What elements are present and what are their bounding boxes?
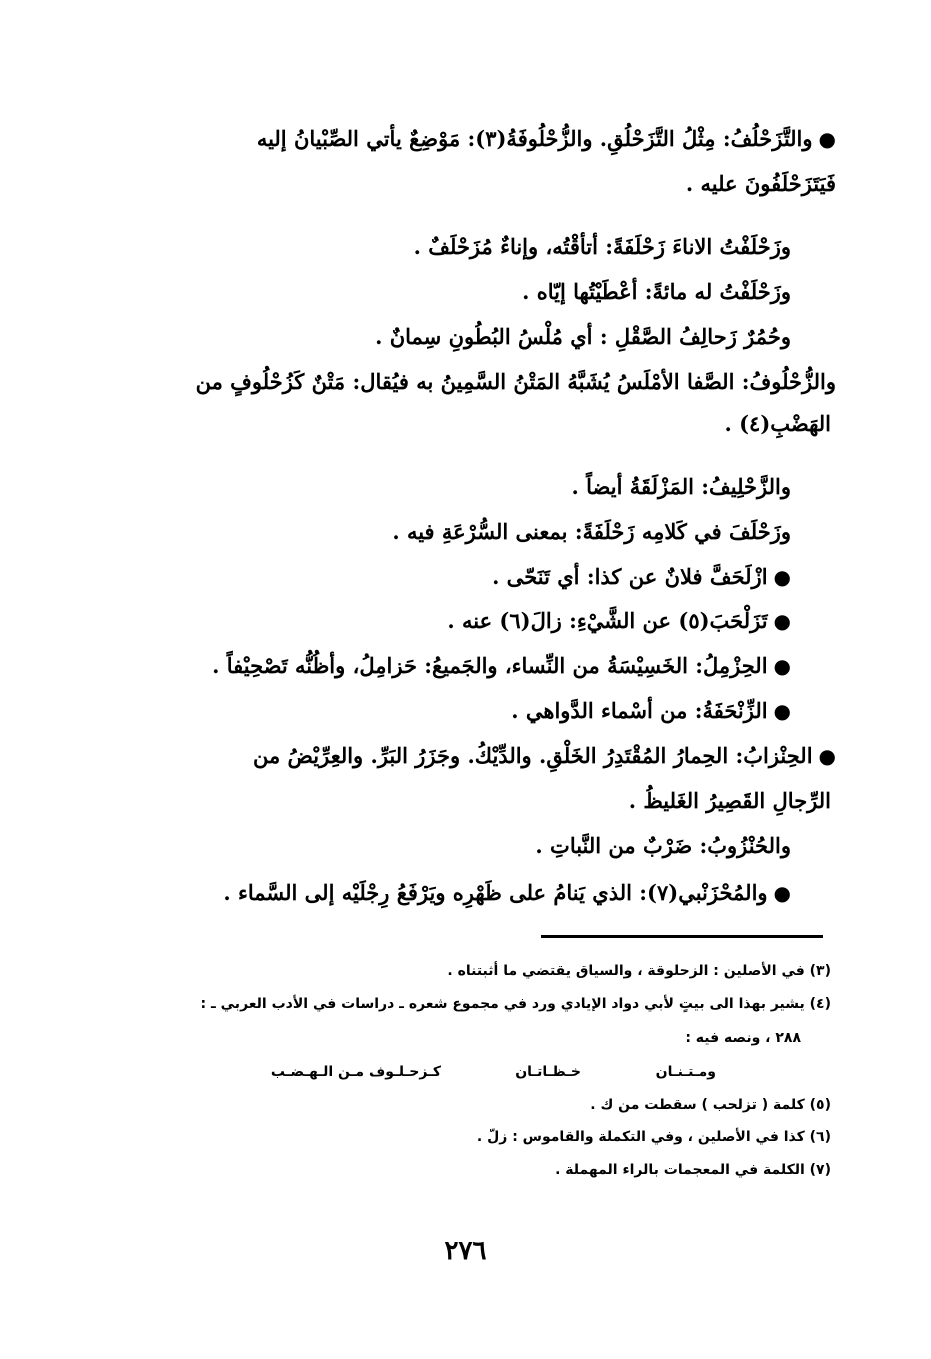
bullet-icon: ● <box>773 699 791 723</box>
entry-line <box>375 326 791 347</box>
footnote: ٢٨٨ ، ونصه فيه : <box>685 1030 801 1046</box>
entry-line <box>253 745 836 766</box>
entry-text: والتَّزَحْلُفُ: مِثْلُ التَّزَحْلُقِ. والزُّحْلُوفَةُ(٣): مَوْضِعٌ يأتي الصِّبْيانُ إليه <box>256 126 813 151</box>
entry-line <box>447 610 791 631</box>
footnote: (٣) في الأصلين : الزحلوقة ، والسياق يقتضي ما أثبتناه . <box>447 963 831 979</box>
entry-text: وزَحْلَفْتُ الاناءَ زَحْلَفَةً: أتأقْتُه، وإناءٌ مُزَحْلَفٌ . <box>413 234 791 259</box>
verse-hemistich: ومـتـنـان <box>655 1064 716 1080</box>
entry-line <box>414 236 791 257</box>
entry-line <box>223 882 791 903</box>
bullet-icon: ● <box>773 565 791 589</box>
entry-line <box>196 371 836 392</box>
bullet-icon: ● <box>773 609 791 633</box>
entry-text: الزِّنْحَفَةُ: من أسْماء الدَّواهي . <box>511 698 768 723</box>
entry-line <box>629 790 831 811</box>
bullet-icon: ● <box>818 127 836 151</box>
verse-hemistich: خـظـاتـان <box>515 1064 581 1080</box>
entry-line <box>511 700 791 721</box>
entry-line <box>686 173 836 194</box>
entry-text: الرِّجالِ القَصِيرُ الغَليظُ . <box>628 788 831 813</box>
footnote: (٧) الكلمة في المعجمات بالراء المهملة . <box>555 1162 831 1178</box>
bullet-icon: ● <box>773 654 791 678</box>
entry-line <box>212 655 791 676</box>
entry-text: فَيَتَزَحْلَفُونَ عليه . <box>685 171 836 196</box>
entry-text: وزَحْلَفْتُ له مائةً: أعْطَيْتُها إيّاه . <box>522 279 791 304</box>
bullet-icon: ● <box>773 881 791 905</box>
entry-line <box>492 566 791 587</box>
entry-line <box>724 413 831 434</box>
footnote: (٦) كذا في الأصلين ، وفي التكملة والقاموس : زلّ . <box>476 1129 831 1145</box>
page-number: ٢٧٦ <box>444 1236 487 1266</box>
entry-line <box>392 521 791 542</box>
verse-hemistich: كـزحـلـوف مـن الـهـضـب <box>270 1064 441 1080</box>
entry-text: تَزَلْحَبَ(٥) عن الشَّيْءِ: زالَ(٦) عنه . <box>447 608 768 633</box>
entry-line <box>257 128 836 149</box>
footnote: (٥) كلمة ( تزلحب ) سقطت من ك . <box>590 1097 831 1113</box>
entry-text: وحُمُرٌ زَحالِفُ الصَّقْلِ : أي مُلْسُ البُطُونِ سِمانٌ . <box>375 324 791 349</box>
entry-text: الهَضْبِ(٤) . <box>724 411 831 436</box>
entry-text: الحِزْمِلُ: الخَسِيْسَةُ من النِّساء، والجَميعُ: حَزامِلُ، وأظُنُّه تَصْحِيْفاً . <box>212 653 768 678</box>
footnote: (٤) يشير بهذا الى بيتٍ لأبي دواد الإيادي ورد في مجموع شعره ـ دراسات في الأدب العربي ـ : <box>200 996 831 1012</box>
entry-text: وزَحْلَفَ في كَلامِه زَحْلَفَةً: بمعنى السُّرْعَةِ فيه . <box>392 519 791 544</box>
entry-line <box>522 281 791 302</box>
entry-text: والزُّحْلُوفُ: الصَّفا الأمْلَسُ يُشَبَّهُ المَتْنُ السَّمِينُ به فيُقال: مَتْنٌ كَزُحْلُوفٍ من <box>195 369 836 394</box>
entry-text: الحِنْزابُ: الحِمارُ المُقْتَدِرُ الخَلْقِ. والدِّيْكُ. وجَزَرُ البَرِّ. والعِرِّيْضُ من <box>252 743 813 768</box>
entry-text: والزَّحْلِيفُ: المَزْلَقَةُ أيضاً . <box>571 474 791 499</box>
bullet-icon: ● <box>818 744 836 768</box>
entry-line <box>535 835 791 856</box>
entry-text: والحُنْزُوبُ: ضَرْبٌ من النَّباتِ . <box>535 833 791 858</box>
footnote-separator <box>541 935 823 938</box>
entry-line <box>572 476 792 497</box>
entry-text: والمُحْزَنْبي(٧): الذي يَنامُ على ظَهْرِه ويَرْفَعُ رِجْلَيْه إلى السَّماء . <box>223 880 768 905</box>
entry-text: ازْلَحَفَّ فلانٌ عن كذا: أي تَنَحّى . <box>492 564 768 589</box>
